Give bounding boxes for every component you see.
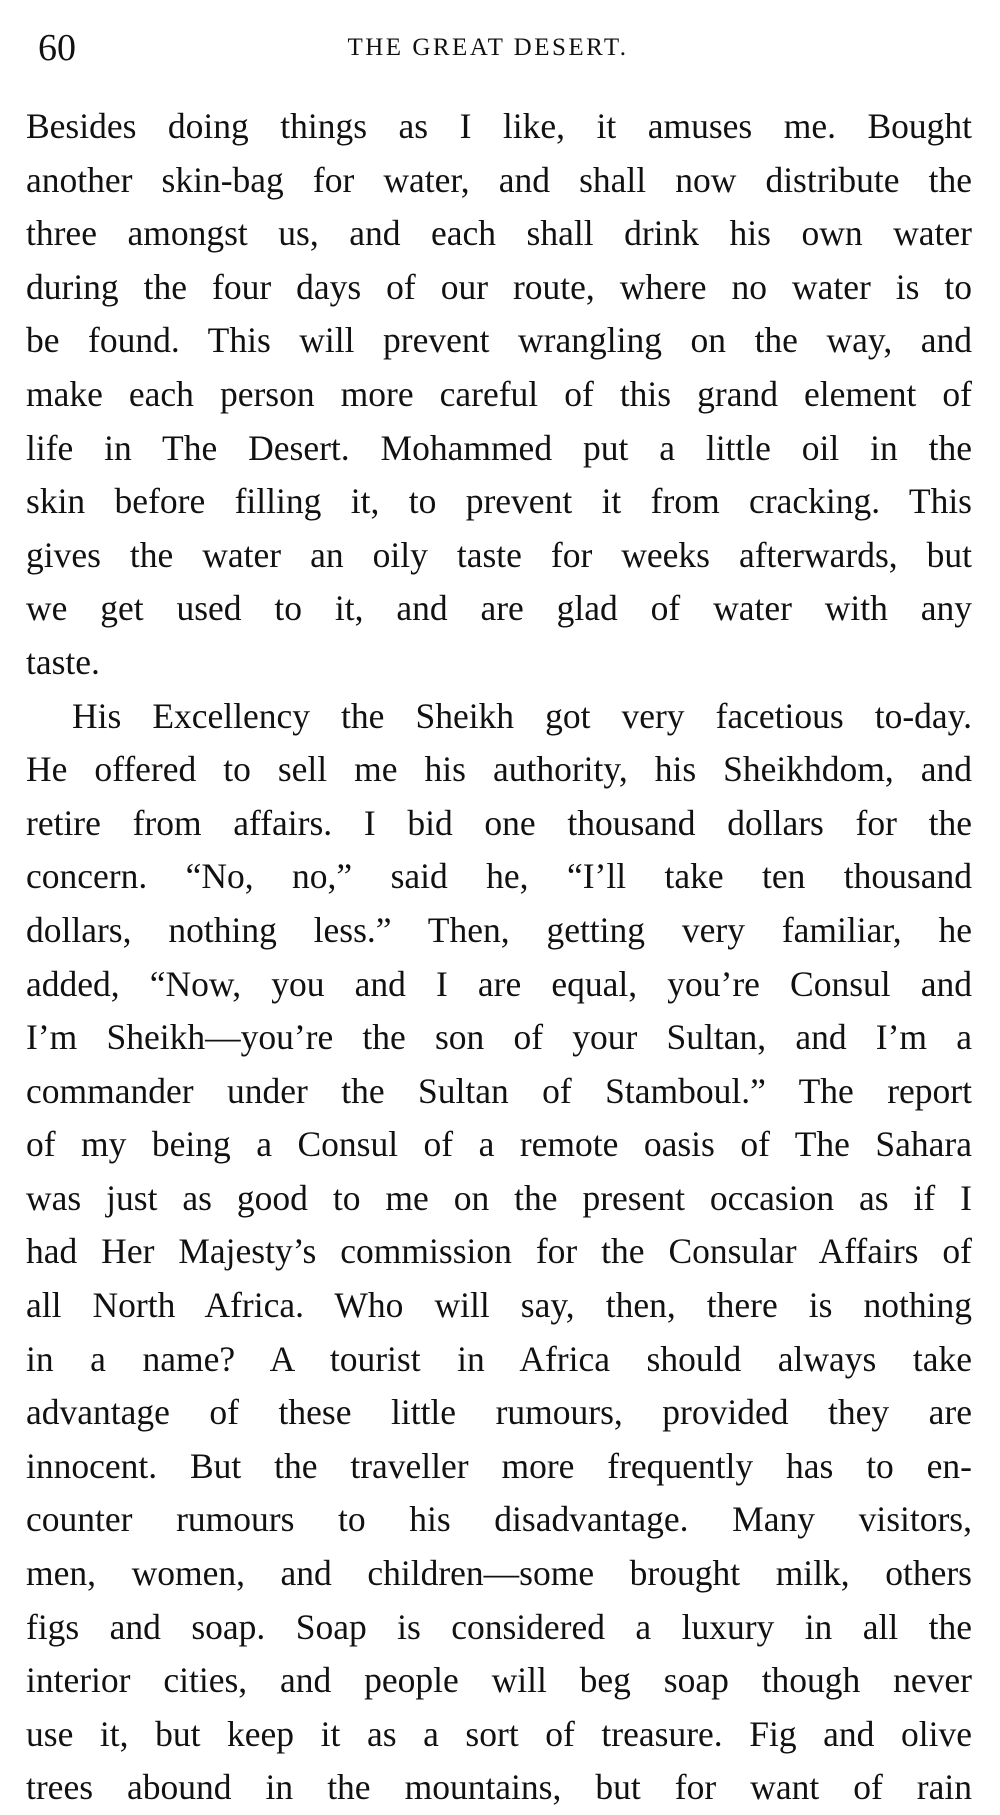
paragraph (26, 100, 972, 690)
text-line: advantage of these little rumours, provided they are (26, 1392, 972, 1433)
body-text (26, 100, 972, 1815)
text-line: during the four days of our route, where no water is to (26, 266, 972, 307)
text-line: another skin-bag for water, and shall now distribute the (26, 159, 972, 200)
page-number: 60 (38, 27, 76, 69)
text-line: all North Africa. Who will say, then, there is nothing (26, 1285, 972, 1326)
text-line: of my being a Consul of a remote oasis of The Sahara (26, 1124, 972, 1165)
text-line: three amongst us, and each shall drink his own water (26, 213, 972, 254)
text-line: figs and soap. Soap is considered a luxury in all the (26, 1606, 972, 1647)
running-head (38, 18, 1000, 78)
text-line: life in The Desert. Mohammed put a little oil in the (26, 427, 972, 468)
text-line: counter rumours to his disadvantage. Many visitors, (26, 1499, 972, 1540)
text-line: Besides doing things as I like, it amuses me. Bought (26, 106, 972, 146)
text-line: skin before filling it, to prevent it from cracking. This (26, 481, 972, 522)
text-line: retire from affairs. I bid one thousand dollars for the (26, 802, 972, 843)
text-line: dollars, nothing less.” Then, getting very familiar, he (26, 909, 972, 950)
text-line: commander under the Sultan of Stamboul.” The report (26, 1070, 972, 1111)
text-line: use it, but keep it as a sort of treasure. Fig and olive (26, 1713, 972, 1754)
text-line: make each person more careful of this grand element of (26, 373, 972, 414)
text-line: trees abound in the mountains, but for want of rain (26, 1767, 972, 1808)
text-line: gives the water an oily taste for weeks afterwards, but (26, 534, 972, 575)
text-line: His Excellency the Sheikh got very facetious to-day. (72, 695, 972, 736)
text-line: added, “Now, you and I are equal, you’re Consul and (26, 963, 972, 1004)
text-line: in a name? A tourist in Africa should always take (26, 1338, 972, 1379)
text-line: was just as good to me on the present occasion as if I (26, 1177, 972, 1218)
text-line: concern. “No, no,” said he, “I’ll take ten thousand (26, 856, 972, 897)
text-line: taste. (26, 641, 100, 682)
paragraph (26, 690, 972, 1815)
text-line: interior cities, and people will beg soap though never (26, 1660, 972, 1701)
text-line: innocent. But the traveller more frequently has to en- (26, 1445, 972, 1486)
running-title: THE GREAT DESERT. (347, 34, 629, 61)
text-line: He offered to sell me his authority, his Sheikhdom, and (26, 749, 972, 790)
text-line: be found. This will prevent wrangling on the way, and (26, 320, 972, 361)
text-line: had Her Majesty’s commission for the Consular Affairs of (26, 1231, 972, 1272)
text-line: I’m Sheikh—you’re the son of your Sultan, and I’m a (26, 1017, 972, 1058)
text-line: men, women, and children—some brought milk, others (26, 1553, 972, 1594)
text-line: we get used to it, and are glad of water with any (26, 588, 972, 629)
